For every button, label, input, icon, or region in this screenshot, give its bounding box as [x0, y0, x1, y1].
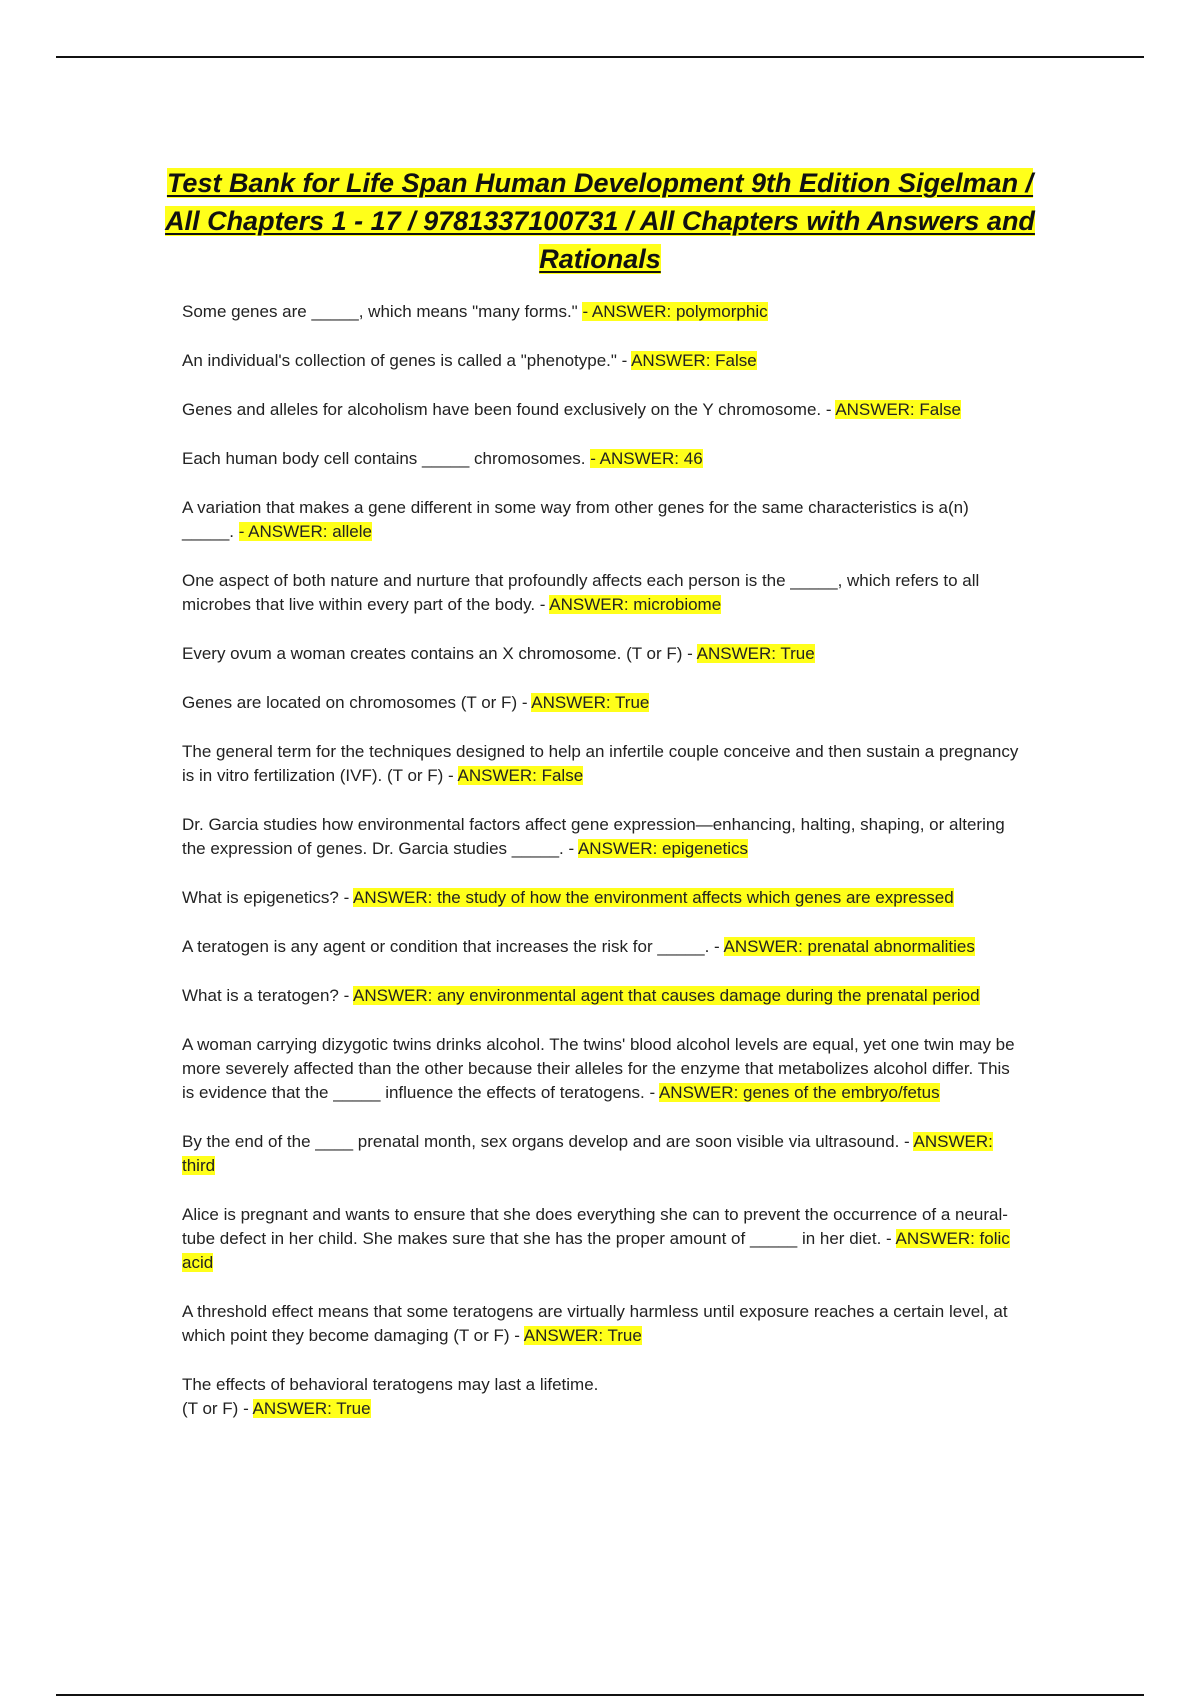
question-item	[182, 1033, 1022, 1105]
question-text: A woman carrying dizygotic twins drinks alcohol. The twins' blood alcohol levels are equal, yet one twin may be more severely affected than the other because their alleles for the enzyme that metabolizes alcohol differ. This is evidence that the _____ influence the effects of teratogens. -	[182, 1035, 1015, 1102]
answer-text: ANSWER: the study of how the environment affects which genes are expressed	[353, 888, 954, 907]
question-list	[182, 300, 1022, 1446]
question-text: A threshold effect means that some teratogens are virtually harmless until exposure reaches a certain level, at which point they become damaging (T or F) -	[182, 1302, 1008, 1345]
question-item	[182, 740, 1022, 788]
answer-text: ANSWER: False	[631, 351, 757, 370]
question-item	[182, 1130, 1022, 1178]
answer-text: ANSWER: folic acid	[182, 1229, 1010, 1272]
answer-text: ANSWER: third	[182, 1132, 993, 1175]
answer-text: ANSWER: True	[531, 693, 650, 712]
answer-text: - ANSWER: 46	[590, 449, 703, 468]
question-item	[182, 398, 1022, 422]
answer-text: - ANSWER: allele	[238, 522, 372, 541]
answer-text: ANSWER: microbiome	[549, 595, 722, 614]
question-text: The effects of behavioral teratogens may last a lifetime. (T or F) -	[182, 1375, 599, 1418]
question-item	[182, 349, 1022, 373]
question-item	[182, 935, 1022, 959]
question-item	[182, 1373, 1022, 1421]
question-item	[182, 984, 1022, 1008]
question-item	[182, 691, 1022, 715]
question-text: Genes and alleles for alcoholism have been found exclusively on the Y chromosome. -	[182, 400, 836, 419]
question-item	[182, 1300, 1022, 1348]
answer-text: ANSWER: False	[457, 766, 584, 785]
answer-text: ANSWER: True	[523, 1326, 642, 1345]
question-text: The general term for the techniques designed to help an infertile couple conceive and then sustain a pregnancy is in vitro fertilization (IVF). (T or F) -	[182, 742, 1019, 785]
question-text: Alice is pregnant and wants to ensure that she does everything she can to prevent the occurrence of a neural-tube defect in her child. She makes sure that she has the proper amount of _____ in her diet. -	[182, 1205, 1008, 1248]
document-title-text: Test Bank for Life Span Human Development 9th Edition Sigelman / All Chapters 1 - 17 / 9781337100731 / All Chapters with Answers and Rationals	[165, 168, 1035, 275]
answer-text: ANSWER: True	[696, 644, 815, 663]
answer-text: - ANSWER: polymorphic	[582, 302, 768, 321]
question-text: A teratogen is any agent or condition that increases the risk for _____. -	[182, 937, 724, 956]
answer-text: ANSWER: any environmental agent that causes damage during the prenatal period	[353, 986, 980, 1005]
question-text: A variation that makes a gene different in some way from other genes for the same characteristics is a(n) _____.	[182, 498, 969, 541]
document-title	[150, 164, 1050, 278]
question-item	[182, 569, 1022, 617]
question-item	[182, 447, 1022, 471]
question-text: An individual's collection of genes is called a "phenotype." -	[182, 351, 632, 370]
question-text: What is a teratogen? -	[182, 986, 354, 1005]
question-text: Genes are located on chromosomes (T or F) -	[182, 693, 532, 712]
question-text: Every ovum a woman creates contains an X chromosome. (T or F) -	[182, 644, 697, 663]
top-divider	[56, 56, 1144, 58]
question-item	[182, 496, 1022, 544]
question-item	[182, 813, 1022, 861]
question-text: Dr. Garcia studies how environmental factors affect gene expression—enhancing, halting, shaping, or altering the expression of genes. Dr. Garcia studies _____. -	[182, 815, 1005, 858]
answer-text: ANSWER: genes of the embryo/fetus	[658, 1083, 940, 1102]
question-text: What is epigenetics? -	[182, 888, 354, 907]
question-text: Some genes are _____, which means "many forms."	[182, 302, 583, 321]
answer-text: ANSWER: prenatal abnormalities	[723, 937, 975, 956]
answer-text: ANSWER: True	[252, 1399, 371, 1418]
answer-text: ANSWER: False	[835, 400, 961, 419]
question-text: One aspect of both nature and nurture that profoundly affects each person is the _____, which refers to all microbes that live within every part of the body. -	[182, 571, 980, 614]
question-item	[182, 642, 1022, 666]
bottom-divider	[56, 1694, 1144, 1696]
question-item	[182, 300, 1022, 324]
question-text: Each human body cell contains _____ chromosomes.	[182, 449, 591, 468]
question-item	[182, 886, 1022, 910]
question-item	[182, 1203, 1022, 1275]
question-text: By the end of the ____ prenatal month, sex organs develop and are soon visible via ultrasound. -	[182, 1132, 914, 1151]
answer-text: ANSWER: epigenetics	[577, 839, 749, 858]
